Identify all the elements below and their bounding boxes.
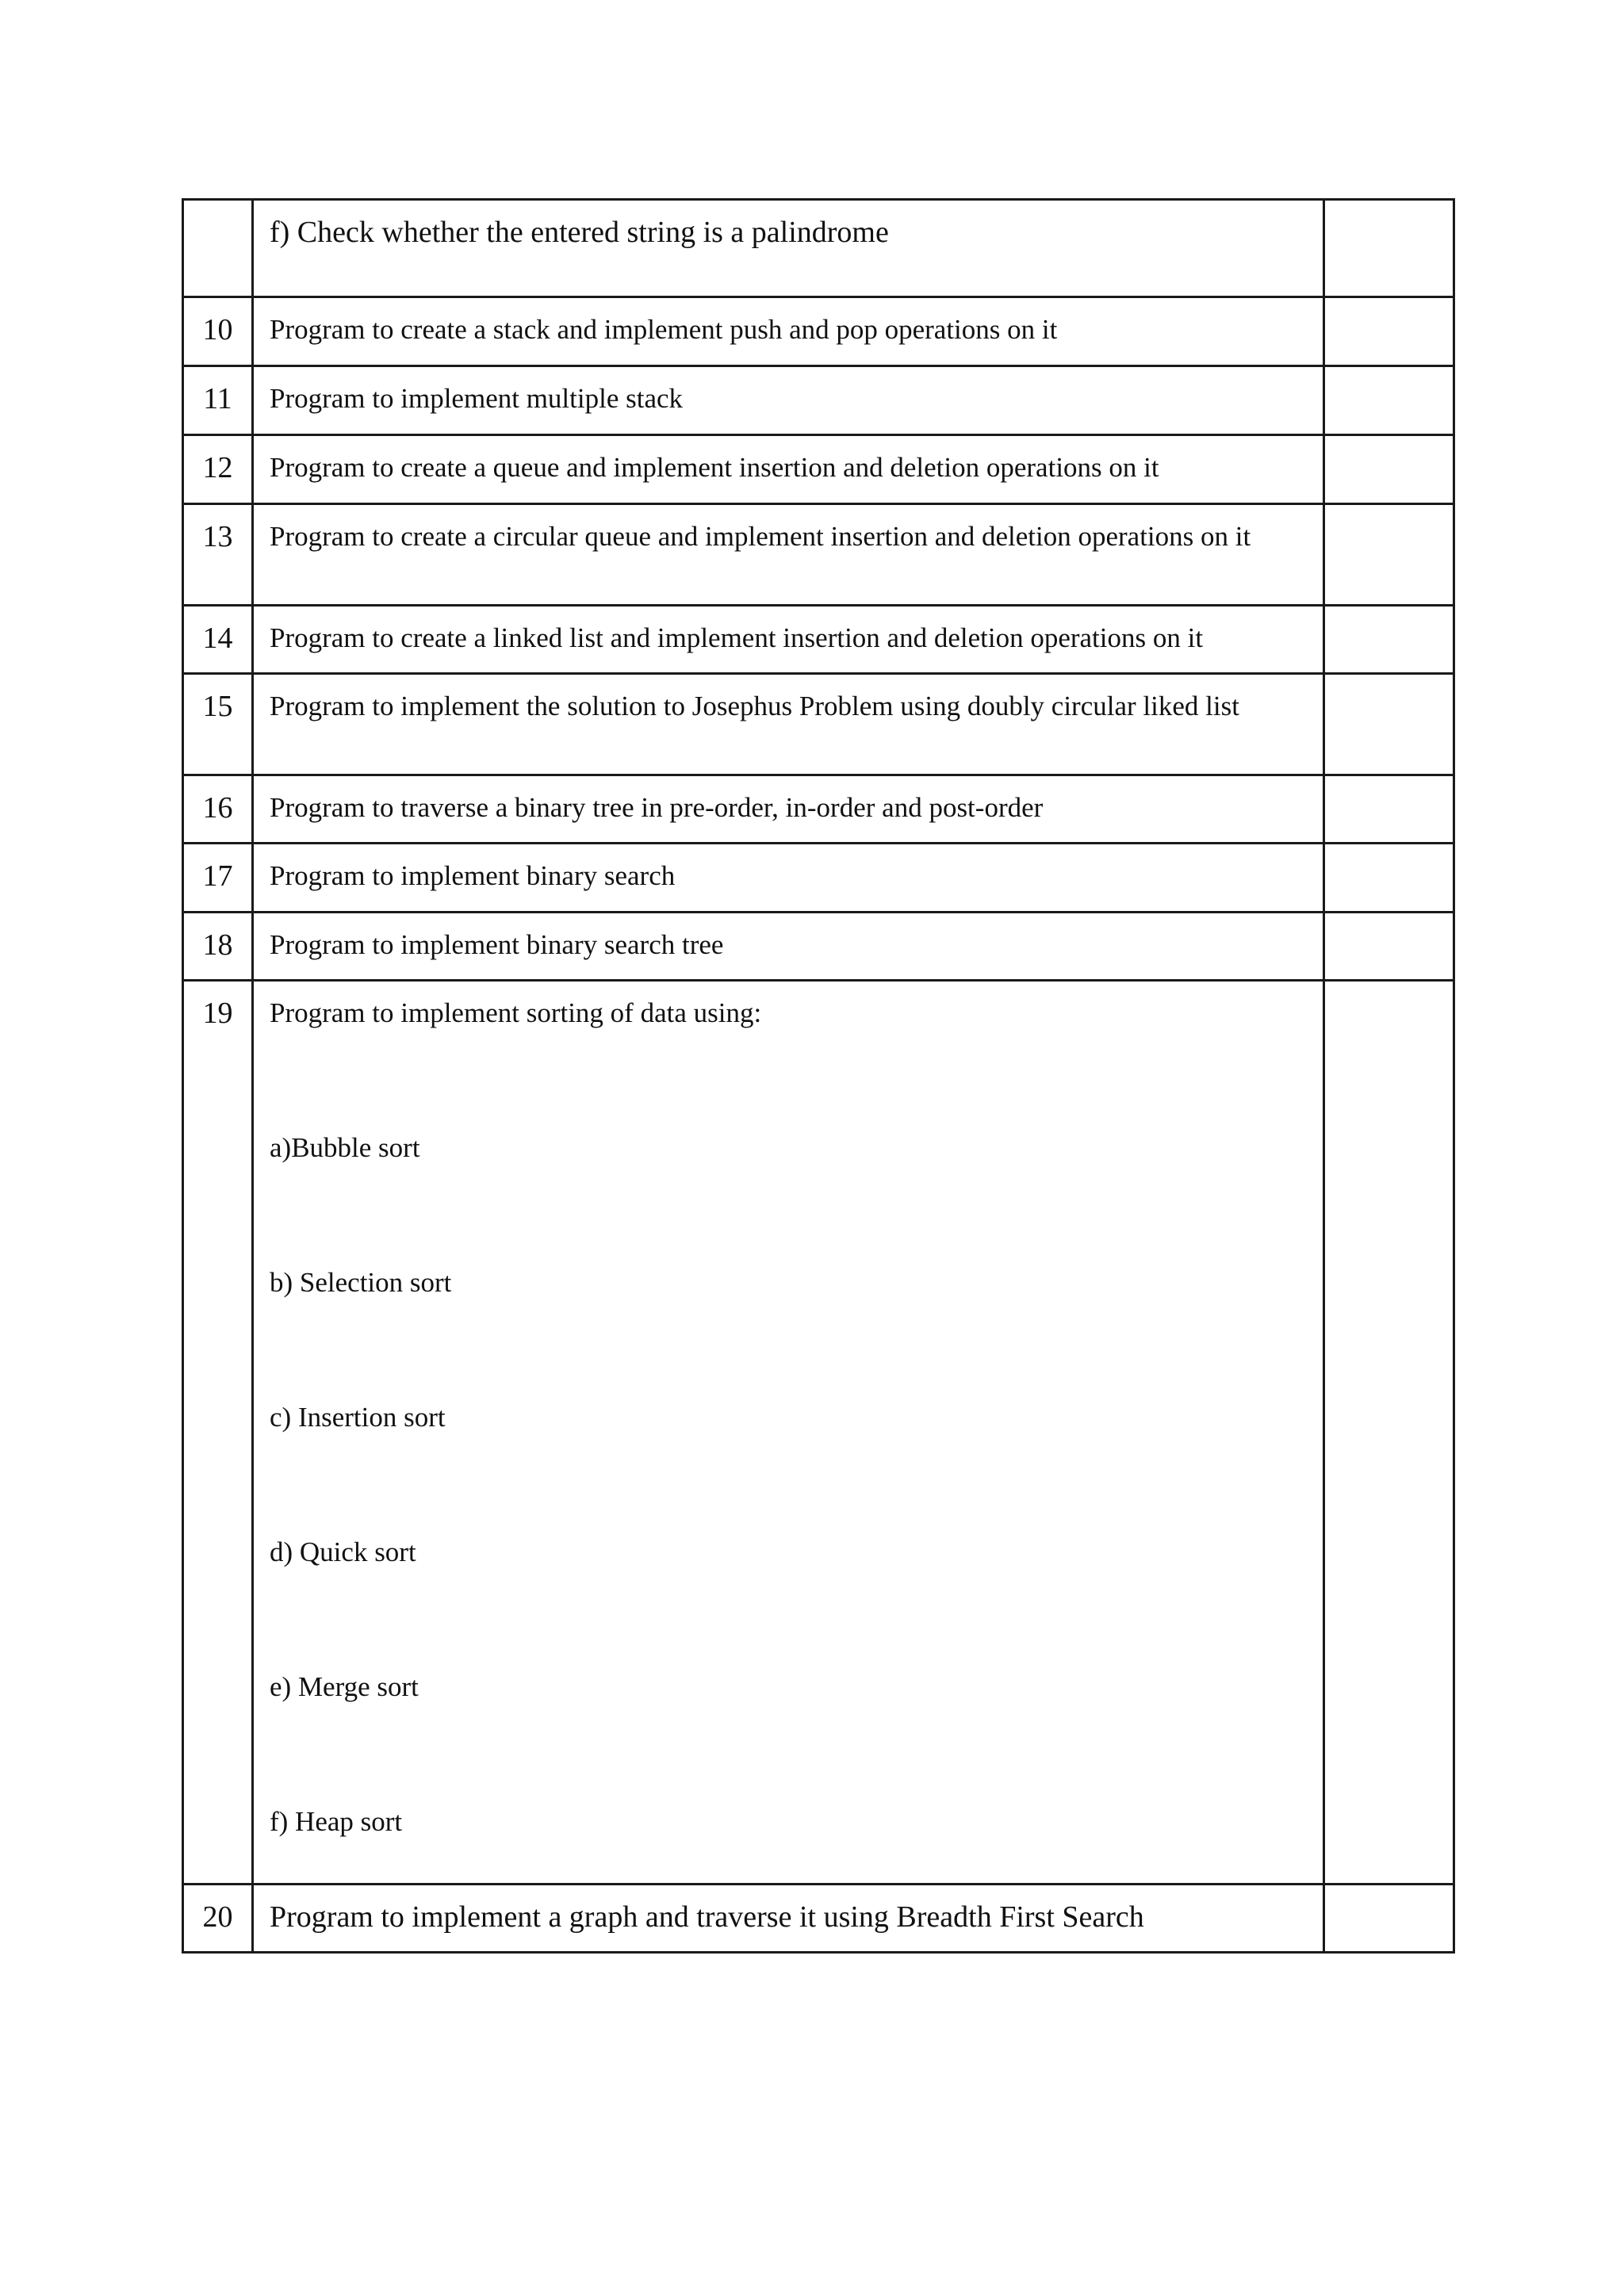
row-description: f) Check whether the entered string is a palindrome <box>253 200 1324 297</box>
list-item: d) Quick sort <box>270 1536 416 1567</box>
table-row <box>183 1885 1454 1953</box>
row-blank-cell <box>1324 200 1454 297</box>
table-row <box>183 435 1454 504</box>
row-blank-cell <box>1324 981 1454 1885</box>
row-number: 18 <box>183 913 253 981</box>
table-row <box>183 844 1454 913</box>
row-description: Program to create a circular queue and implement insertion and deletion operations on it <box>253 504 1324 606</box>
row-description: Program to traverse a binary tree in pre-order, in-order and post-order <box>253 775 1324 844</box>
row-number: 15 <box>183 674 253 775</box>
table-row <box>183 606 1454 674</box>
table-row <box>183 913 1454 981</box>
row-description: Program to implement binary search <box>253 844 1324 913</box>
row-blank-cell <box>1324 366 1454 435</box>
sort-methods-list <box>270 1131 1307 1839</box>
list-item: a)Bubble sort <box>270 1132 420 1163</box>
table-row <box>183 504 1454 606</box>
row-description-cell <box>253 981 1324 1885</box>
row-description: Program to implement a graph and traverse it using Breadth First Search <box>253 1885 1324 1953</box>
row-blank-cell <box>1324 674 1454 775</box>
row-number: 11 <box>183 366 253 435</box>
table-row <box>183 674 1454 775</box>
row-description: Program to implement binary search tree <box>253 913 1324 981</box>
row-blank-cell <box>1324 297 1454 366</box>
table-row <box>183 366 1454 435</box>
row-number <box>183 200 253 297</box>
list-item: b) Selection sort <box>270 1267 452 1298</box>
table-row <box>183 297 1454 366</box>
row-blank-cell <box>1324 913 1454 981</box>
row-blank-cell <box>1324 844 1454 913</box>
row-number: 16 <box>183 775 253 844</box>
list-item: c) Insertion sort <box>270 1402 446 1433</box>
row-blank-cell <box>1324 435 1454 504</box>
row-number: 17 <box>183 844 253 913</box>
row-description: Program to implement multiple stack <box>253 366 1324 435</box>
table-row <box>183 200 1454 297</box>
row-description: Program to create a linked list and implement insertion and deletion operations on it <box>253 606 1324 674</box>
row-description: Program to implement sorting of data using: <box>270 997 762 1028</box>
row-number: 10 <box>183 297 253 366</box>
program-list-table <box>182 198 1455 1954</box>
row-blank-cell <box>1324 504 1454 606</box>
table-row <box>183 981 1454 1885</box>
row-number: 12 <box>183 435 253 504</box>
list-item: f) Heap sort <box>270 1806 403 1837</box>
row-blank-cell <box>1324 775 1454 844</box>
table-row <box>183 775 1454 844</box>
row-number: 19 <box>183 981 253 1885</box>
row-description: Program to implement the solution to Josephus Problem using doubly circular liked list <box>253 674 1324 775</box>
list-item: e) Merge sort <box>270 1671 419 1702</box>
row-blank-cell <box>1324 606 1454 674</box>
row-description: Program to create a stack and implement push and pop operations on it <box>253 297 1324 366</box>
row-blank-cell <box>1324 1885 1454 1953</box>
row-number: 13 <box>183 504 253 606</box>
row-description: Program to create a queue and implement insertion and deletion operations on it <box>253 435 1324 504</box>
row-number: 20 <box>183 1885 253 1953</box>
row-number: 14 <box>183 606 253 674</box>
